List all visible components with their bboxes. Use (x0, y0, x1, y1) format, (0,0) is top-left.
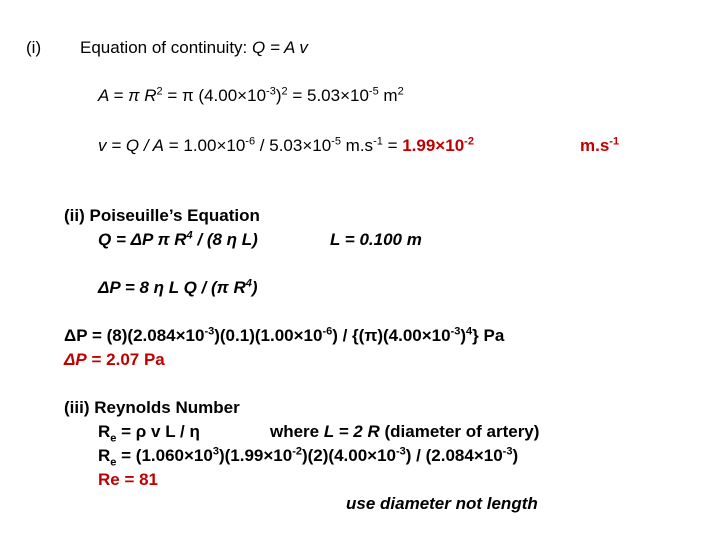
pressure-result-value: = 2.07 Pa (86, 350, 165, 369)
sub-c: ) / {(π)(4.00×10 (332, 326, 451, 345)
area-result-exp: -5 (368, 85, 379, 98)
poiseuille-eq: Q = ΔP π R (98, 230, 187, 249)
where-equation: L = 2 R (323, 422, 380, 441)
pressure-formula-exp: 4 (245, 277, 252, 290)
reynolds-result: Re = 81 (98, 470, 159, 489)
sub-a-exp: -3 (204, 325, 215, 338)
re-symbol: R (98, 422, 111, 441)
pressure-substitution (64, 326, 504, 346)
area-lhs: A = π R (98, 86, 157, 105)
where-rest: (diameter of artery) (379, 422, 540, 441)
sub-b-exp: -6 (322, 325, 333, 338)
poiseuille-eq-exp: 4 (186, 229, 193, 242)
pressure-formula-end: ) (251, 278, 258, 297)
area-result: = 5.03×10 (287, 86, 369, 105)
area-mid: = π (4.00×10 (162, 86, 267, 105)
re-definition: = ρ v L / η (116, 422, 200, 441)
where-text: where (270, 422, 324, 441)
sub-b: )(0.1)(1.00×10 (214, 326, 323, 345)
velocity-mid-exp: -6 (245, 135, 256, 148)
part-ii-heading: (ii) Poiseuille’s Equation (64, 206, 260, 225)
velocity-mid2-exp: -5 (331, 135, 341, 148)
sub-e: } Pa (472, 326, 505, 345)
re2-b-exp: -2 (292, 445, 302, 458)
heading-text: Equation of continuity: (80, 38, 253, 57)
sub-c-exp: -3 (450, 325, 461, 338)
velocity-unit-exp: -1 (373, 135, 383, 148)
part-i-label: (i) (26, 38, 42, 57)
part-i-heading (80, 38, 308, 58)
velocity-result-unit-text: m.s (580, 136, 610, 155)
pressure-result-symbol: ΔP (64, 350, 87, 369)
area-unit-exp: 2 (397, 85, 404, 98)
re2-a-exp: 3 (212, 445, 219, 458)
velocity-equation (98, 136, 474, 156)
poiseuille-equation (98, 230, 258, 250)
velocity-lhs: v = Q / A (98, 136, 164, 155)
re2-symbol: R (98, 446, 111, 465)
pressure-formula (98, 278, 258, 298)
pressure-formula-text: ΔP = 8 η L Q / (π R (98, 278, 246, 297)
velocity-eq: = (382, 136, 403, 155)
re2-e: ) (512, 446, 519, 465)
re2-d: ) / (2.084×10 (405, 446, 503, 465)
length-value: L = 0.100 m (330, 230, 422, 249)
velocity-result-unit-exp: -1 (609, 135, 620, 148)
re2-c-exp: -3 (396, 445, 406, 458)
sub-d: ) (460, 326, 467, 345)
heading-equation: Q = A v (252, 38, 308, 57)
velocity-result (402, 136, 474, 155)
velocity-result-value: 1.99×10 (402, 136, 465, 155)
area-mid-exp: -3 (266, 85, 276, 98)
area-mid2-exp: 2 (281, 85, 288, 98)
velocity-result-exp: -2 (464, 135, 474, 148)
reynolds-substitution (98, 445, 519, 469)
velocity-mid2: / 5.03×10 (255, 136, 332, 155)
area-exp: 2 (156, 85, 163, 98)
poiseuille-eq-rest: / (8 η L) (192, 230, 258, 249)
re2-a: = (1.060×10 (116, 446, 213, 465)
area-unit: m (378, 86, 398, 105)
re2-d-exp: -3 (502, 445, 513, 458)
where-clause (270, 422, 539, 442)
velocity-unit: m.s (340, 136, 374, 155)
velocity-mid: = 1.00×10 (163, 136, 246, 155)
pressure-result (64, 350, 165, 370)
diameter-note: use diameter not length (346, 494, 538, 513)
area-mid2: ) (275, 86, 282, 105)
re2-b: )(1.99×10 (218, 446, 293, 465)
reynolds-definition (98, 422, 200, 445)
re-subscript: e (110, 432, 117, 445)
area-equation (98, 86, 404, 106)
velocity-result-unit (580, 136, 619, 156)
sub-d-exp: 4 (466, 325, 473, 338)
re2-c: )(2)(4.00×10 (301, 446, 397, 465)
sub-a: ΔP = (8)(2.084×10 (64, 326, 205, 345)
re2-subscript: e (110, 456, 117, 469)
part-iii-heading: (iii) Reynolds Number (64, 398, 240, 417)
